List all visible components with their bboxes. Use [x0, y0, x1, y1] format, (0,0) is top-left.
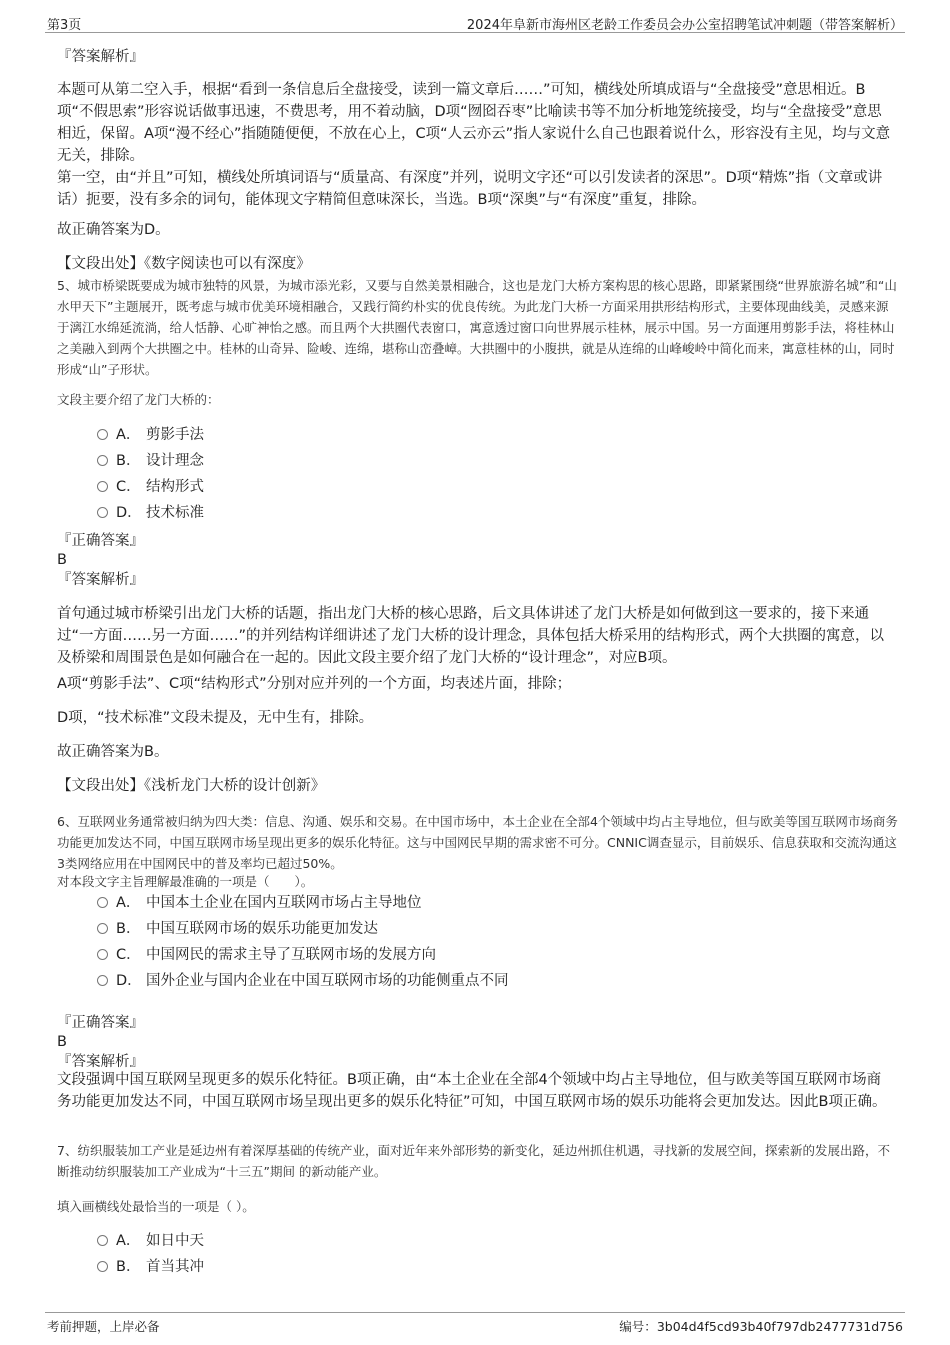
q4-conclusion: 故正确答案为D。: [57, 222, 170, 238]
q5-option-c[interactable]: C． 结构形式: [97, 476, 204, 498]
page-header: [45, 10, 905, 33]
q5-conclusion: 故正确答案为B。: [57, 744, 169, 760]
radio-icon[interactable]: [97, 975, 108, 986]
q5-answer: B: [57, 552, 67, 568]
q5-source: 【文段出处】《浅析龙门大桥的设计创新》: [57, 778, 326, 794]
q4-analysis-para1: 本题可从第二空入手，根据“看到一条信息后全盘接受，读到一篇文章后……”可知，横线处所填成语与“全盘接受”意思相近。B项“不假思索”形容说话做事迅速，不费思考，用不着动脑，D项“囫囵吞枣”比喻读书等不加分析地笼统接受，均与“全盘接受”意思相近，保留。A项“漫不经心”指随随便便，不放在心上，C项“人云亦云”指人家说什么自己也跟着说什么，形容没有主见，均与文意无关，排除。: [57, 82, 891, 164]
footer-code: 编号：3b04d4f5cd93b40f797db2477731d756: [619, 1319, 903, 1334]
document-title: 2024年阜新市海州区老龄工作委员会办公室招聘笔试冲刺题（带答案解析）: [466, 18, 903, 33]
q7-question: 填入画横线处最恰当的一项是（ ）。: [57, 1199, 255, 1214]
q6-question: 对本段文字主旨理解最准确的一项是（ ）。: [57, 874, 314, 889]
q5-analysis-para3: D项，“技术标准”文段未提及，无中生有，排除。: [57, 710, 374, 726]
q6-analysis: 文段强调中国互联网呈现更多的娱乐化特征。B项正确，由“本土企业在全部4个领域中均占主导地位，但与欧美等国互联网市场商务功能更加发达不同，中国互联网市场呈现出更多的娱乐化特征”可知，中国互联网市场的娱乐功能将会更加发达。因此B项正确。: [57, 1072, 887, 1110]
q6-passage: 6、互联网业务通常被归纳为四大类：信息、沟通、娱乐和交易。在中国市场中，本土企业在全部4个领域中均占主导地位，但与欧美等国互联网市场商务功能更加发达不同，中国互联网市场呈现出更多的娱乐化特征。这与中国网民早期的需求密不可分。CNNIC调查显示，目前娱乐、信息获取和交流沟通这3类网络应用在中国网民中的普及率均已超过50%。: [57, 814, 898, 871]
radio-icon[interactable]: [97, 481, 108, 492]
radio-icon[interactable]: [97, 923, 108, 934]
q5-option-a[interactable]: A． 剪影手法: [97, 424, 204, 446]
radio-icon[interactable]: [97, 455, 108, 466]
page-number: 第3页: [47, 18, 82, 33]
footer-slogan: 考前押题，上岸必备: [47, 1319, 160, 1334]
q5-option-d[interactable]: D． 技术标准: [97, 502, 204, 524]
radio-icon[interactable]: [97, 507, 108, 518]
radio-icon[interactable]: [97, 1235, 108, 1246]
q5-answer-label: 『正确答案』: [57, 533, 144, 549]
q6-answer: B: [57, 1034, 67, 1050]
q7-option-b[interactable]: B． 首当其冲: [97, 1256, 204, 1278]
radio-icon[interactable]: [97, 949, 108, 960]
q5-option-b[interactable]: B． 设计理念: [97, 450, 204, 472]
q7-passage: 7、纺织服装加工产业是延边州有着深厚基础的传统产业，面对近年来外部形势的新变化，延边州抓住机遇，寻找新的发展空间，探索新的发展出路，不断推动纺织服装加工产业成为“十三五”期间 的新动能产业。: [57, 1143, 890, 1179]
page-footer: [45, 1312, 905, 1334]
q4-source: 【文段出处】《数字阅读也可以有深度》: [57, 256, 311, 272]
q5-analysis-para1: 首句通过城市桥梁引出龙门大桥的话题，指出龙门大桥的核心思路，后文具体讲述了龙门大桥是如何做到这一要求的，接下来通过“一方面……另一方面……”的并列结构详细讲述了龙门大桥的设计理念，具体包括大桥采用的结构形式，两个大拱圈的寓意，以及桥梁和周围景色是如何融合在一起的。因此文段主要介绍了龙门大桥的“设计理念”，对应B项。: [57, 606, 885, 666]
q7-option-a[interactable]: A． 如日中天: [97, 1230, 204, 1252]
q6-option-d[interactable]: D． 国外企业与国内企业在中国互联网市场的功能侧重点不同: [97, 970, 509, 992]
q5-passage: 5、城市桥梁既要成为城市独特的风景，为城市添光彩，又要与自然美景相融合，这也是龙门大桥方案构思的核心思路，即紧紧围绕“世界旅游名城”和“山水甲天下”主题展开，既考虑与城市优美环境相融合，又践行简约朴实的优良传统。为此龙门大桥一方面采用拱形结构形式，主要体现曲线美，灵感来源于漓江水绵延流淌，给人恬静、心旷神怡之感。而且两个大拱圈代表窗口，寓意透过窗口向世界展示桂林，展示中国。另一方面運用剪影手法，将桂林山之美融入到两个大拱圈之中。桂林的山奇异、险峻、连绵，堪称山峦叠嶂。大拱圈中的小腹拱，就是从连绵的山峰峻岭中简化而来，寓意桂林的山，同时形成“山”子形状。: [57, 278, 897, 377]
q6-analysis-label: 『答案解析』: [57, 1054, 144, 1070]
q4-analysis-para2: 第一空，由“并且”可知，横线处所填词语与“质量高、有深度”并列，说明文字还“可以引发读者的深思”。D项“精炼”指（文章或讲话）扼要，没有多余的词句，能体现文字精简但意味深长，当选。B项“深奥”与“有深度”重复，排除。: [57, 170, 883, 208]
radio-icon[interactable]: [97, 429, 108, 440]
q6-answer-label: 『正确答案』: [57, 1015, 144, 1031]
radio-icon[interactable]: [97, 897, 108, 908]
q6-option-c[interactable]: C． 中国网民的需求主导了互联网市场的发展方向: [97, 944, 436, 966]
q5-analysis-label: 『答案解析』: [57, 572, 144, 588]
radio-icon[interactable]: [97, 1261, 108, 1272]
q6-option-a[interactable]: A． 中国本土企业在国内互联网市场占主导地位: [97, 892, 422, 914]
q5-analysis-para2: A项“剪影手法”、C项“结构形式”分别对应并列的一个方面，均表述片面，排除；: [57, 676, 572, 692]
q6-option-b[interactable]: B． 中国互联网市场的娱乐功能更加发达: [97, 918, 378, 940]
q4-analysis-label: 『答案解析』: [57, 49, 144, 65]
q5-question: 文段主要介绍了龙门大桥的：: [57, 392, 220, 407]
